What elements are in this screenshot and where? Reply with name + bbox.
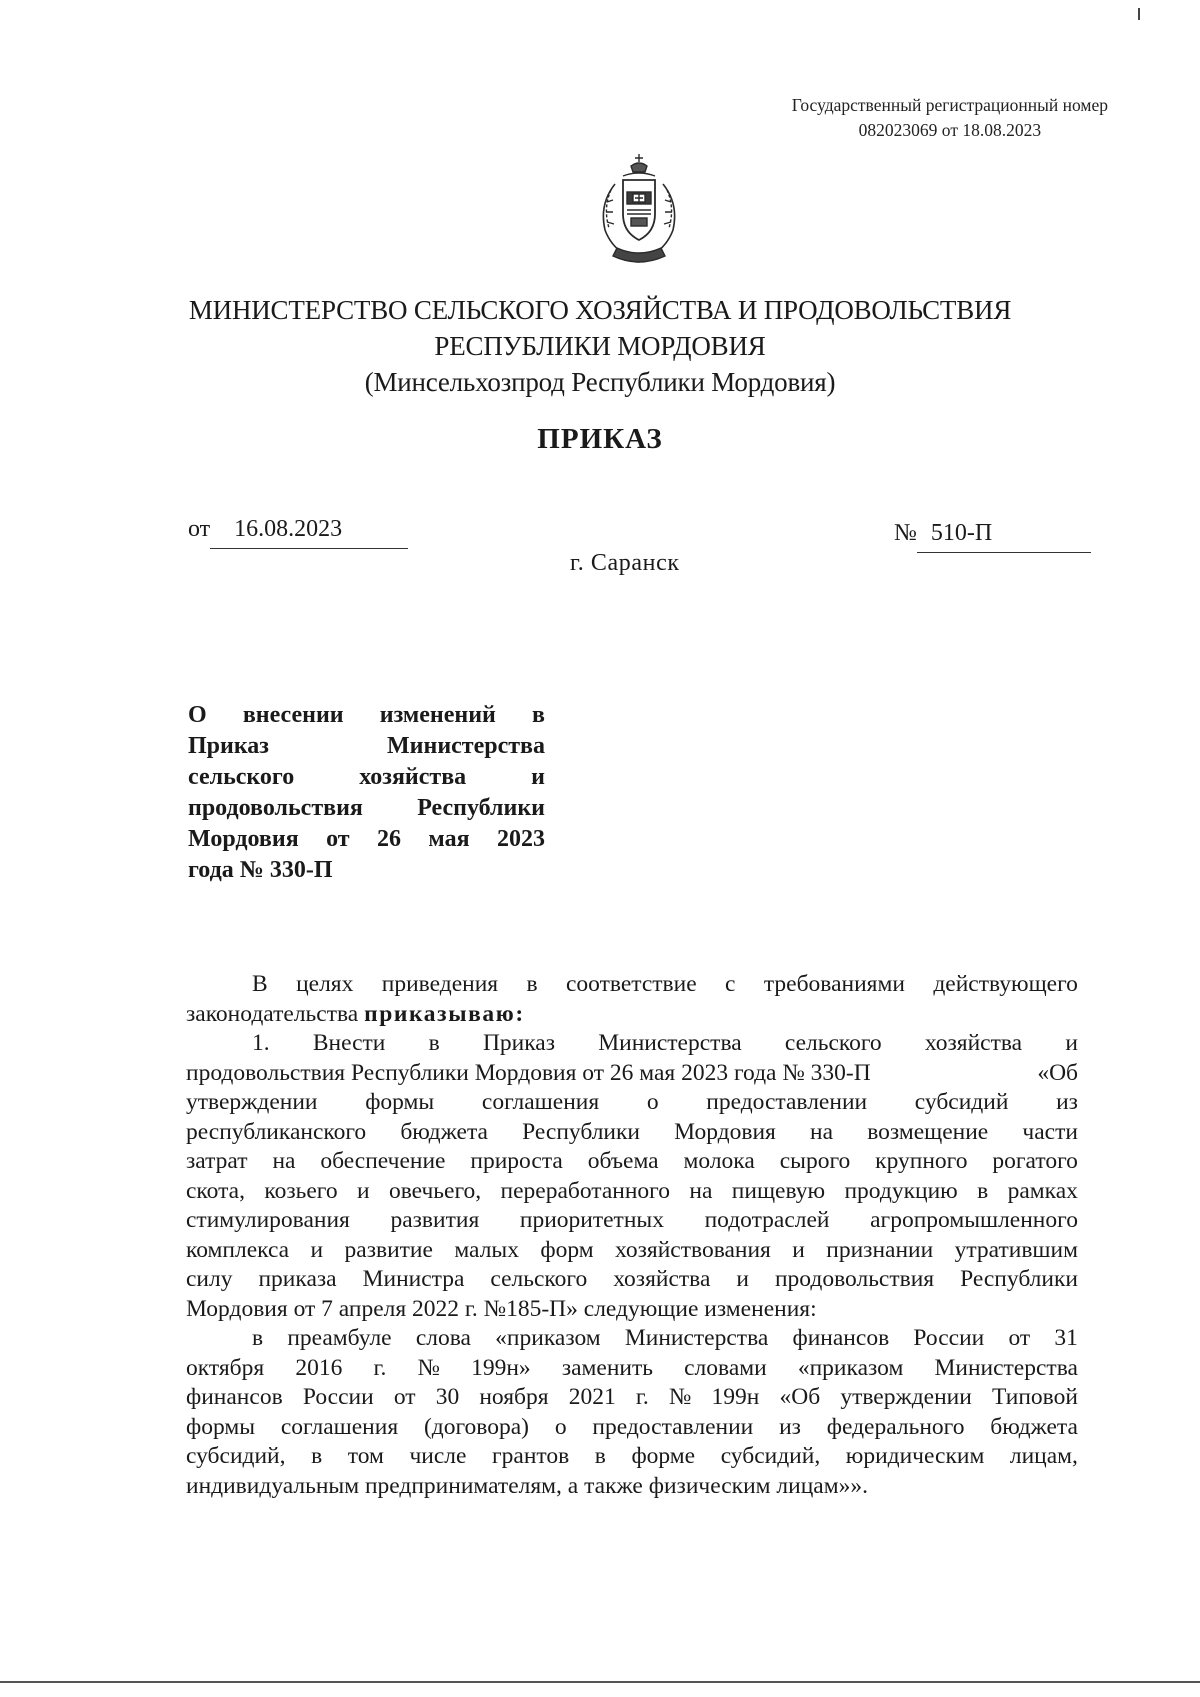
word: из	[1056, 1089, 1078, 1115]
word: формы	[186, 1413, 256, 1440]
word: приказа	[258, 1266, 337, 1292]
registration-line-2: 082023069 от 18.08.2023	[858, 120, 1042, 140]
word: г.	[635, 1384, 649, 1410]
word: соглашения	[280, 1413, 399, 1440]
subject-line	[188, 793, 545, 824]
subject-line	[188, 824, 545, 855]
word: Республики	[960, 1266, 1078, 1292]
word: республиканского	[186, 1118, 367, 1145]
word: изменений	[379, 702, 496, 728]
word: продукцию	[844, 1177, 958, 1204]
item-1-line	[186, 1177, 1078, 1207]
subject-line	[188, 855, 545, 886]
word: хозяйства	[613, 1266, 711, 1292]
word: соглашения	[481, 1089, 600, 1115]
word: №	[417, 1354, 440, 1381]
word: и	[792, 1236, 805, 1263]
word: продовольствия Республики Мордовия от 26 мая 2023 года № 330-П	[186, 1059, 871, 1086]
word: в	[526, 971, 538, 997]
word: предоставлении	[706, 1089, 868, 1115]
word: 199н	[711, 1384, 760, 1410]
word: и	[310, 1236, 324, 1263]
item-1-line	[186, 1236, 1078, 1266]
word: овечьего,	[388, 1177, 482, 1204]
word: субсидий,	[186, 1443, 286, 1469]
word: обеспечение	[320, 1148, 446, 1174]
word: «Об	[779, 1384, 821, 1410]
word: развития	[390, 1207, 480, 1233]
amendment-line	[186, 1442, 1078, 1472]
word: В	[252, 971, 268, 997]
word: Министерства	[387, 733, 545, 759]
number-value: 510-П	[930, 520, 993, 546]
word: финансов	[186, 1384, 283, 1410]
word: утратившим	[954, 1236, 1078, 1263]
item-1-line	[186, 1265, 1078, 1295]
word: признании	[826, 1236, 934, 1263]
word: утверждении	[186, 1089, 318, 1115]
scan-corner-mark	[1138, 8, 1140, 20]
amendment-line	[186, 1413, 1078, 1443]
registration-block	[792, 93, 1108, 143]
word: форм	[540, 1236, 594, 1263]
number-prefix: №	[894, 520, 917, 546]
word: переработанного	[500, 1177, 670, 1204]
word: скота,	[186, 1177, 245, 1204]
word: Министерства	[934, 1354, 1078, 1381]
word: стимулирования	[186, 1207, 350, 1233]
word: субсидий	[914, 1089, 1009, 1115]
amendment-last-line: индивидуальным предпринимателям, а также физическим лицам»».	[186, 1472, 868, 1499]
organization-header	[0, 292, 1200, 400]
word: Приказ	[482, 1030, 556, 1056]
item-1-last-line: Мордовия от 7 апреля 2022 г. №185-П» следующие изменения:	[186, 1295, 817, 1322]
word: продовольствия	[188, 795, 363, 821]
word: предоставлении	[592, 1413, 754, 1440]
word: Республики	[417, 795, 545, 821]
organization-name-line-1: МИНИСТЕРСТВО СЕЛЬСКОГО ХОЗЯЙСТВА И ПРОДОВОЛЬСТВИЯ	[188, 295, 1012, 325]
word: хозяйствования	[615, 1236, 771, 1263]
word: бюджета	[990, 1413, 1078, 1440]
word: России	[302, 1384, 374, 1410]
word: затрат	[186, 1148, 248, 1174]
word: Приказ	[188, 733, 269, 759]
word: из	[779, 1413, 801, 1440]
order-subject	[188, 700, 545, 886]
word: о	[646, 1089, 659, 1115]
amendment-line	[186, 1324, 1078, 1354]
word: на	[272, 1148, 296, 1174]
word: бюджета	[400, 1118, 488, 1145]
coat-of-arms-icon	[593, 152, 685, 270]
word: лицам,	[1009, 1443, 1078, 1469]
word: ноября	[479, 1384, 549, 1410]
word: года № 330-П	[188, 857, 333, 883]
word: в	[594, 1443, 606, 1469]
word: Министра	[362, 1266, 465, 1292]
word: мая	[428, 826, 470, 852]
order-body	[186, 970, 1078, 1501]
word: (договора)	[423, 1413, 529, 1440]
word: в	[532, 702, 545, 728]
word: и	[356, 1177, 370, 1204]
word: комплекса	[186, 1236, 290, 1263]
word: 2023	[496, 826, 545, 852]
word: пищевую	[731, 1177, 826, 1204]
word: формы	[365, 1089, 435, 1115]
word: Министерства	[598, 1030, 742, 1056]
word: утверждении	[840, 1384, 972, 1410]
word: 31	[1054, 1325, 1078, 1351]
word: преамбуле	[287, 1325, 392, 1351]
word: от	[326, 826, 350, 852]
word: от	[393, 1384, 416, 1410]
word: хозяйства	[924, 1030, 1023, 1056]
word: приведения	[381, 971, 499, 997]
word: 1.	[252, 1030, 270, 1056]
word: прироста	[470, 1148, 563, 1174]
preamble-line-1	[186, 970, 1078, 1000]
word: Республики	[522, 1118, 640, 1145]
word: о	[554, 1413, 567, 1440]
word: части	[1022, 1118, 1078, 1145]
city: г. Саранск	[570, 550, 680, 576]
word: и	[1065, 1030, 1078, 1056]
word: словами	[684, 1354, 767, 1381]
date-prefix: от	[188, 516, 211, 542]
word: от	[1008, 1325, 1031, 1351]
word: в	[311, 1443, 323, 1469]
amendment-line	[186, 1354, 1078, 1384]
word: заменить	[561, 1354, 653, 1381]
order-date	[188, 516, 408, 545]
word: О	[188, 702, 207, 728]
word: 199н»	[471, 1354, 531, 1381]
word: действующего	[933, 971, 1078, 997]
preamble-order-word: приказываю:	[364, 1000, 525, 1027]
word: г.	[373, 1354, 387, 1381]
word: 2016	[295, 1354, 343, 1381]
word: соответствие	[566, 971, 697, 997]
word: с	[725, 971, 736, 997]
word: том	[347, 1443, 384, 1469]
item-1-line	[186, 1147, 1078, 1177]
item-1-line	[186, 1059, 1078, 1089]
word: агропромышленного	[870, 1207, 1078, 1233]
amendment-line	[186, 1383, 1078, 1413]
item-1-line	[186, 1206, 1078, 1236]
item-1-line	[186, 1029, 1078, 1059]
item-1-line	[186, 1118, 1078, 1148]
word: приоритетных	[519, 1207, 664, 1233]
word: октября	[186, 1354, 265, 1381]
word: в	[428, 1030, 440, 1056]
word: козьего	[264, 1177, 338, 1204]
word: субсидий,	[720, 1443, 821, 1469]
word: хозяйства	[359, 764, 467, 790]
word: финансов	[792, 1325, 890, 1351]
word: числе	[409, 1443, 467, 1469]
word: подотраслей	[704, 1207, 830, 1233]
word: Типовой	[992, 1384, 1078, 1410]
word: форме	[631, 1443, 696, 1469]
number-field	[917, 520, 1091, 553]
preamble-line-2	[186, 1000, 1078, 1030]
word: требованиями	[763, 971, 905, 997]
word: «приказом	[495, 1325, 601, 1351]
date-field	[210, 516, 408, 549]
item-1-line	[186, 1088, 1078, 1118]
word: сырого	[779, 1148, 851, 1174]
word: в	[252, 1325, 264, 1351]
word: развитие	[344, 1236, 433, 1263]
word: юридическим	[845, 1443, 985, 1469]
word: и	[531, 764, 545, 790]
word: сельского	[784, 1030, 882, 1056]
word: сельского	[188, 764, 295, 790]
word: №	[668, 1384, 692, 1410]
item-1	[186, 1029, 1078, 1295]
word: рогатого	[992, 1148, 1078, 1174]
word: малых	[454, 1236, 519, 1263]
date-value: 16.08.2023	[234, 516, 343, 542]
word: «Об	[1037, 1059, 1078, 1086]
word: Внести	[312, 1030, 386, 1056]
subject-line	[188, 700, 545, 731]
subject-line	[188, 762, 545, 793]
word: возмещение	[867, 1118, 989, 1145]
word: внесении	[242, 702, 344, 728]
word: сельского	[490, 1266, 588, 1292]
word: молока	[683, 1148, 755, 1174]
registration-line-1: Государственный регистрационный номер	[791, 95, 1108, 115]
word: слова	[415, 1325, 471, 1351]
word: и	[736, 1266, 749, 1292]
word: 30	[435, 1384, 460, 1410]
word: грантов	[492, 1443, 570, 1469]
word: Министерства	[624, 1325, 769, 1351]
word: продовольствия	[774, 1266, 935, 1292]
word: на	[689, 1177, 713, 1204]
preamble-text: законодательства	[186, 1000, 359, 1027]
word: силу	[186, 1266, 233, 1292]
word: России	[913, 1325, 985, 1351]
word: крупного	[875, 1148, 968, 1174]
document-type-title: ПРИКАЗ	[537, 423, 663, 455]
word: рамках	[1007, 1177, 1078, 1204]
word: объема	[587, 1148, 659, 1174]
word: «приказом	[797, 1354, 904, 1381]
word: на	[810, 1118, 834, 1145]
organization-name-line-2: РЕСПУБЛИКИ МОРДОВИЯ	[434, 331, 766, 361]
word: Мордовия	[188, 826, 299, 852]
word: в	[977, 1177, 989, 1204]
word: целях	[296, 971, 354, 997]
word: 26	[376, 826, 401, 852]
subject-line	[188, 731, 545, 762]
organization-short-name: (Минсельхозпрод Республики Мордовия)	[364, 367, 836, 397]
page-bottom-rule	[0, 1681, 1200, 1683]
word: 2021	[568, 1384, 616, 1410]
amendment-paragraph	[186, 1324, 1078, 1472]
order-number	[894, 520, 1091, 549]
word: федерального	[826, 1413, 965, 1440]
word: Мордовия	[674, 1118, 776, 1145]
